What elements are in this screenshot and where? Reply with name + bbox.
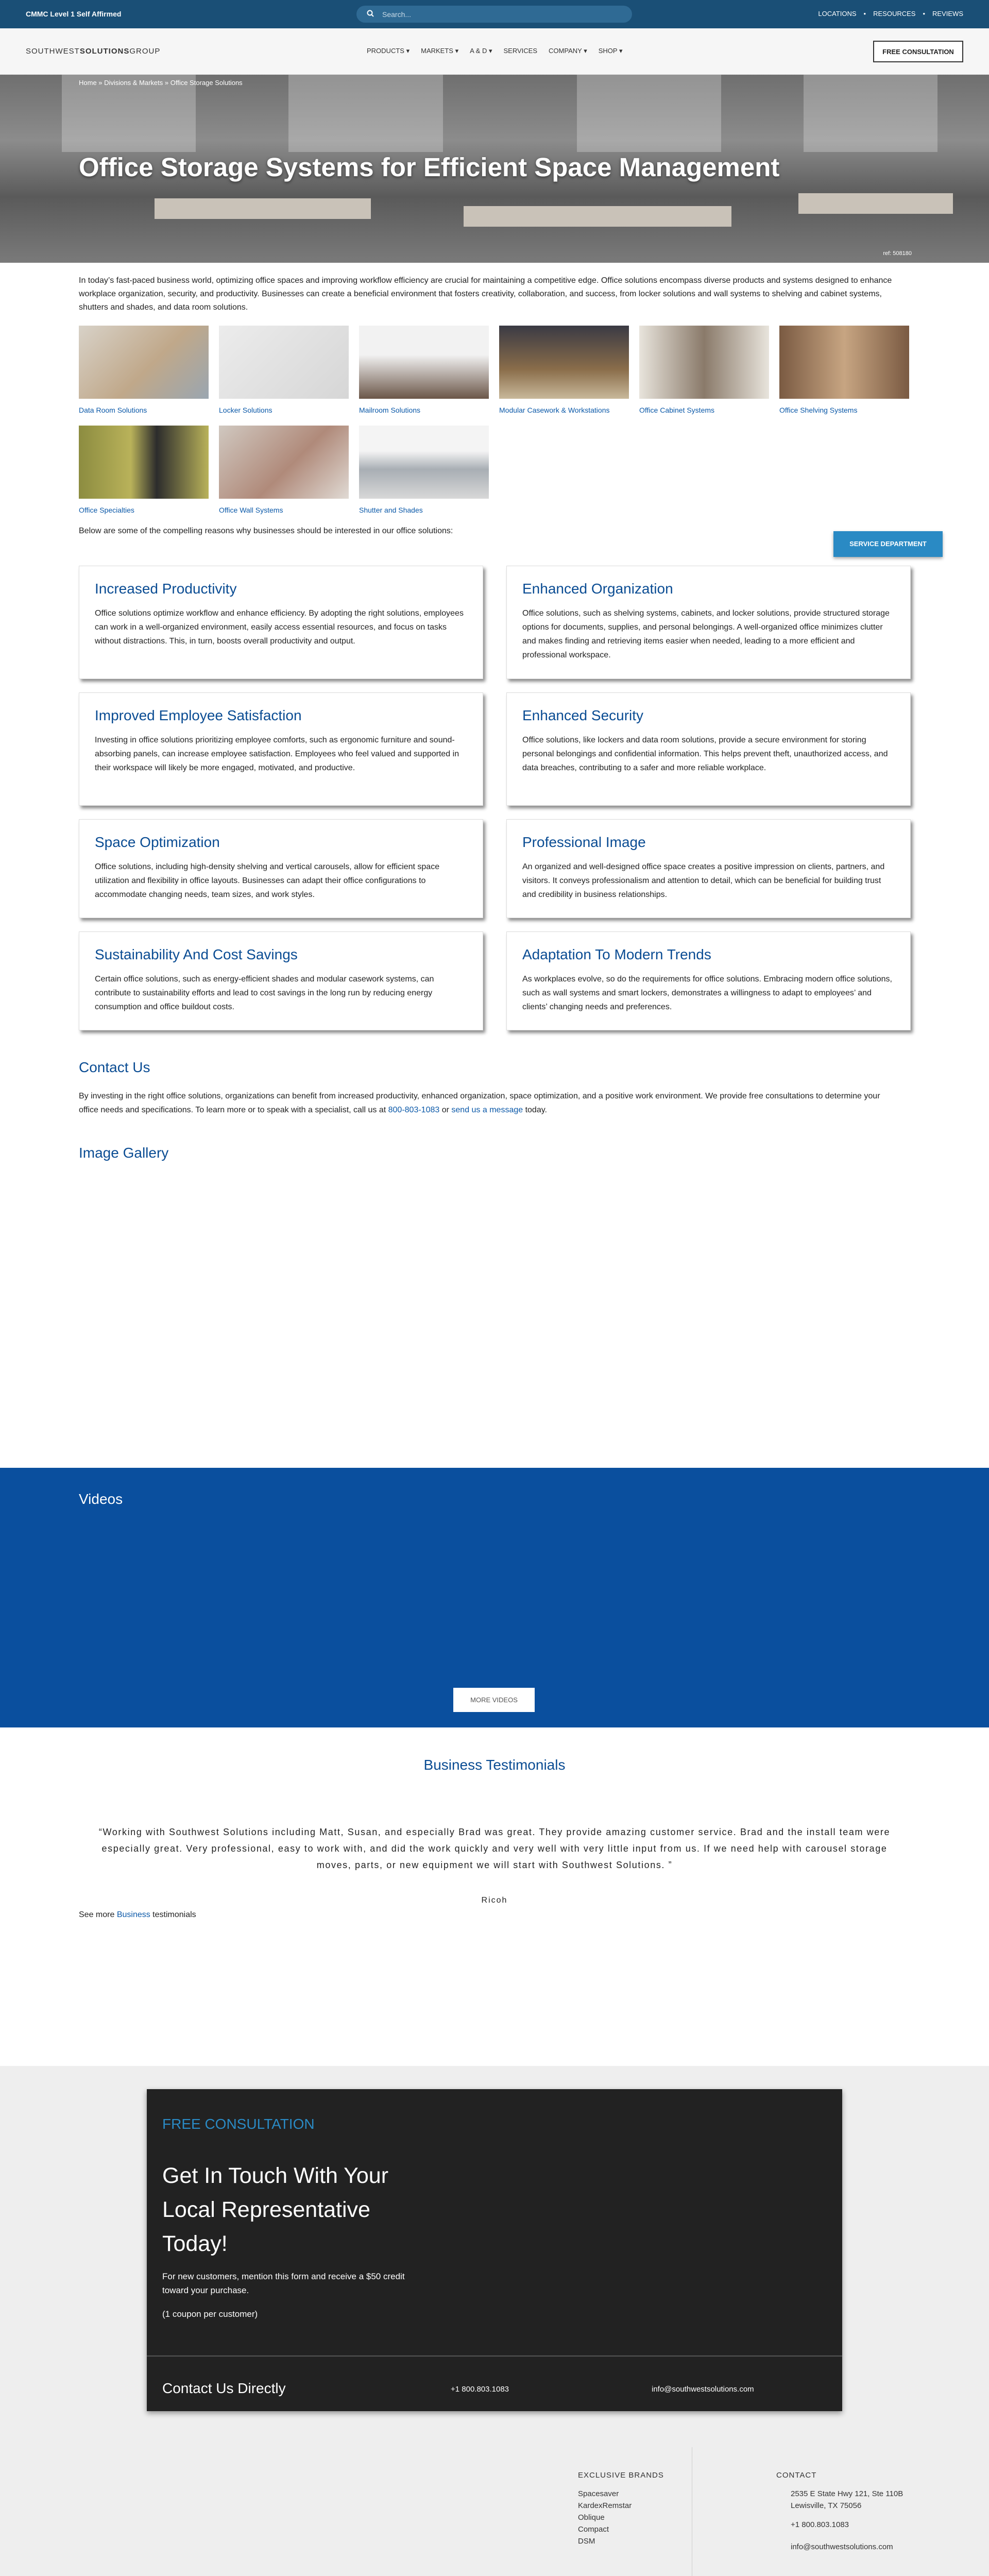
reason-card	[506, 692, 911, 806]
phone-link[interactable]: 800-803-1083	[388, 1106, 440, 1114]
nav-item-label: SERVICES	[503, 47, 538, 55]
reason-card	[79, 819, 483, 918]
more-videos-button[interactable]: MORE VIDEOS	[453, 1688, 535, 1712]
free-consultation-button[interactable]: FREE CONSULTATION	[873, 41, 963, 62]
hero-window-decor	[804, 75, 937, 152]
card-text: Office solutions, including high-density shelving and vertical carousels, allow for efficient space utilization and flexibility in office layouts. Businesses can adapt their office configurations to accommodate changing needs, team sizes, and work styles.	[95, 862, 440, 899]
nav-menu	[367, 47, 622, 55]
testimonials-heading: Business Testimonials	[423, 1757, 566, 1773]
card-text: Office solutions, such as shelving systems, cabinets, and locker solutions, provide structured storage options for documents, supplies, and personal belongings. A well-organized office minimizes clutter and makes finding and retrieving items easier when needed, leading to a more efficient and professional workspace.	[522, 609, 890, 659]
contact-text: By investing in the right office solutions, organizations can benefit from increased productivity, enhanced organization, space optimization, and a positive work environment. We provide free consultations to determine your office needs and specifications. To learn more or to speak with a specialist, call us at	[79, 1092, 880, 1114]
brands-heading: EXCLUSIVE BRANDS	[578, 2471, 664, 2480]
hero-banner	[0, 75, 989, 263]
card-text: Certain office solutions, such as energy-efficient shades and modular casework systems, can contribute to sustainability efforts and lead to cost savings in the long run by reducing energy consumption and office buildout costs.	[95, 975, 434, 1011]
link-reviews[interactable]: REVIEWS	[932, 10, 963, 18]
testimonial-author: Ricoh	[481, 1896, 508, 1905]
chevron-down-icon: ▾	[584, 47, 587, 55]
see-more-testimonials	[79, 1910, 196, 1920]
card-text: An organized and well-designed office space creates a positive impression on clients, partners, and visitors. It conveys professionalism and attention to detail, which can be beneficial for building trust and credibility in business relationships.	[522, 862, 885, 899]
hero-desk-decor	[798, 193, 953, 214]
reason-card	[79, 566, 483, 679]
tile-caption[interactable]: Locker Solutions	[219, 406, 272, 414]
tile-image	[639, 326, 769, 399]
tile-image	[359, 326, 489, 399]
tile-office-cabinet[interactable]	[639, 326, 769, 414]
reason-card	[506, 566, 911, 679]
tile-image	[79, 426, 209, 499]
nav-item-label: COMPANY	[549, 47, 582, 55]
tile-caption[interactable]: Office Shelving Systems	[779, 406, 858, 414]
link-locations[interactable]: LOCATIONS	[818, 10, 857, 18]
card-text: Office solutions, like lockers and data room solutions, provide a secure environment for storing personal belongings and confidential information. This helps prevent theft, unauthorized access, and data breaches, contributing to a safer and more reliable workplace.	[522, 736, 888, 772]
chevron-down-icon: ▾	[406, 47, 410, 55]
tile-modular-casework[interactable]	[499, 326, 629, 414]
contact-directly-heading: Contact Us Directly	[162, 2380, 286, 2396]
footer-email[interactable]: info@southwestsolutions.com	[791, 2543, 893, 2551]
tile-office-shelving[interactable]	[779, 326, 909, 414]
see-more-text: See more	[79, 1910, 117, 1919]
card-text: Office solutions optimize workflow and enhance efficiency. By adopting the right solutions, employees can work in a well-organized environment, easily access essential resources, and focus on tasks without distractions. This, in turn, boosts overall productivity and output.	[95, 609, 464, 646]
divider	[147, 2355, 842, 2357]
brand-link[interactable]: DSM	[578, 2537, 595, 2546]
separator-dot: •	[923, 10, 926, 18]
tile-office-specialties[interactable]	[79, 426, 209, 514]
consult-phone-link[interactable]: +1 800.803.1083	[451, 2385, 509, 2394]
breadcrumb[interactable]: Home » Divisions & Markets » Office Storage Solutions	[79, 79, 243, 87]
card-title: Space Optimization	[95, 834, 220, 850]
contact-paragraph	[79, 1089, 898, 1117]
image-ref: ref: 508180	[883, 250, 912, 257]
reason-card	[506, 931, 911, 1030]
contact-or: or	[439, 1106, 452, 1114]
contact-after: today.	[523, 1106, 547, 1114]
card-title: Adaptation To Modern Trends	[522, 946, 711, 962]
nav-item-markets[interactable]	[421, 47, 458, 55]
testimonial-quote: “Working with Southwest Solutions including Matt, Susan, and especially Brad was great. They provide amazing customer service. Brad and the install team were especially great. Very professional, easy to work with, and did the work quickly and very well with very little input from us. If we need help with carousel storage moves, parts, or new equipment we will start with Southwest Solutions. ”	[98, 1827, 891, 1870]
reasons-lead: Below are some of the compelling reasons why businesses should be interested in our office solutions:	[79, 527, 453, 535]
card-title: Sustainability And Cost Savings	[95, 946, 298, 962]
tile-locker[interactable]	[219, 326, 349, 414]
card-title: Enhanced Organization	[522, 581, 673, 597]
reason-card	[79, 931, 483, 1030]
send-message-link[interactable]: send us a message	[451, 1106, 523, 1114]
chevron-down-icon: ▾	[488, 47, 492, 55]
tile-image	[79, 326, 209, 399]
hero-desk-decor	[155, 198, 371, 219]
tile-image	[359, 426, 489, 499]
tile-data-room[interactable]	[79, 326, 209, 414]
tile-caption[interactable]: Mailroom Solutions	[359, 406, 421, 414]
logo-light: SOUTHWEST	[26, 47, 80, 56]
footer-phone[interactable]: +1 800.803.1083	[791, 2520, 849, 2529]
page-title: Office Storage Systems for Efficient Space Management	[79, 152, 780, 182]
brands-list	[578, 2488, 632, 2547]
videos-heading: Videos	[79, 1491, 123, 1507]
search-input[interactable]	[356, 6, 632, 23]
gallery-heading: Image Gallery	[79, 1145, 169, 1161]
logo-tail: GROUP	[129, 47, 161, 56]
footer-contact-info	[791, 2488, 903, 2553]
brand-link[interactable]: KardexRemstar	[578, 2501, 632, 2510]
tile-image	[779, 326, 909, 399]
separator-dot: •	[863, 10, 866, 18]
consult-note: For new customers, mention this form and receive a $50 credit toward your purchase.	[162, 2272, 405, 2295]
contact-heading: Contact Us	[79, 1059, 150, 1075]
brand-link[interactable]: Compact	[578, 2525, 609, 2534]
tile-image	[219, 426, 349, 499]
tile-mailroom[interactable]	[359, 326, 489, 414]
reason-card	[506, 819, 911, 918]
nav-item-label: PRODUCTS	[367, 47, 404, 55]
card-text: Investing in office solutions prioritizing employee comforts, such as ergonomic furniture and sound-absorbing panels, can increase employee satisfaction. Employees who feel valued and supported in their workspace will likely be more engaged, motivated, and productive.	[95, 736, 459, 772]
nav-item-a-and-d[interactable]	[470, 47, 492, 55]
tile-caption[interactable]: Modular Casework & Workstations	[499, 406, 610, 414]
brand-link[interactable]: Spacesaver	[578, 2489, 619, 2498]
videos-section	[0, 1468, 989, 1727]
tile-caption[interactable]: Office Wall Systems	[219, 506, 283, 514]
site-logo[interactable]	[26, 47, 160, 56]
hero-window-decor	[577, 75, 721, 152]
hero-desk-decor	[464, 206, 731, 227]
card-title: Professional Image	[522, 834, 646, 850]
nav-item-products[interactable]	[367, 47, 410, 55]
tile-caption[interactable]: Office Specialties	[79, 506, 134, 514]
tile-shutter-shades[interactable]	[359, 426, 489, 514]
search-placeholder: Search...	[382, 10, 412, 19]
search-icon	[367, 10, 374, 17]
card-text: As workplaces evolve, so do the requirements for office solutions. Embracing modern office solutions, such as wall systems and smart lockers, demonstrates a willingness to adapt to employees’ and clients’ changing needs and preferences.	[522, 975, 892, 1011]
card-title: Improved Employee Satisfaction	[95, 707, 302, 723]
nav-item-label: A & D	[470, 47, 487, 55]
see-more-tail: testimonials	[150, 1910, 196, 1919]
consult-label: FREE CONSULTATION	[162, 2116, 315, 2132]
tile-caption[interactable]: Shutter and Shades	[359, 506, 423, 514]
card-title: Enhanced Security	[522, 707, 644, 723]
cmmc-badge-text: CMMC Level 1 Self Affirmed	[26, 10, 122, 18]
nav-item-label: MARKETS	[421, 47, 453, 55]
contact-footer-heading: CONTACT	[776, 2471, 817, 2480]
tile-caption[interactable]: Data Room Solutions	[79, 406, 147, 414]
nav-item-company[interactable]	[549, 47, 587, 55]
reason-card	[79, 692, 483, 806]
card-title: Increased Productivity	[95, 581, 237, 597]
nav-item-label: SHOP	[598, 47, 618, 55]
nav-item-services[interactable]	[504, 47, 538, 55]
logo-bold: SOLUTIONS	[79, 47, 130, 56]
utility-links	[818, 10, 963, 18]
intro-paragraph: In today’s fast-paced business world, optimizing office spaces and improving workflow efficiency are crucial for maintaining a competitive edge. Office solutions encompass diverse products and systems designed to enhance workplace organization, security, and productivity. Businesses can create a beneficial environment that fosters creativity, collaboration, and success, from locker solutions and wall systems to shelving and cabinet systems, shutters and shades, and data room solutions.	[79, 276, 892, 312]
consult-email-link[interactable]: info@southwestsolutions.com	[652, 2385, 754, 2394]
tile-image	[219, 326, 349, 399]
address-line: 2535 E State Hwy 121, Ste 110B	[791, 2489, 903, 2498]
link-resources[interactable]: RESOURCES	[873, 10, 916, 18]
tile-image	[499, 326, 629, 399]
coupon-note: (1 coupon per customer)	[162, 2309, 258, 2319]
nav-item-shop[interactable]	[599, 47, 623, 55]
business-testimonials-link[interactable]: Business	[116, 1910, 150, 1919]
main-nav	[0, 28, 989, 75]
tile-office-wall[interactable]	[219, 426, 349, 514]
chevron-down-icon: ▾	[619, 47, 623, 55]
brand-link[interactable]: Oblique	[578, 2513, 605, 2522]
address-line: Lewisville, TX 75056	[791, 2501, 862, 2510]
top-bar	[0, 0, 989, 28]
consult-headline: Get In Touch With Your Local Representative Today!	[162, 2163, 389, 2256]
hero-window-decor	[288, 75, 443, 152]
chevron-down-icon: ▾	[455, 47, 459, 55]
service-department-button[interactable]: SERVICE DEPARTMENT	[833, 531, 943, 557]
consultation-box	[147, 2089, 842, 2411]
tile-caption[interactable]: Office Cabinet Systems	[639, 406, 715, 414]
